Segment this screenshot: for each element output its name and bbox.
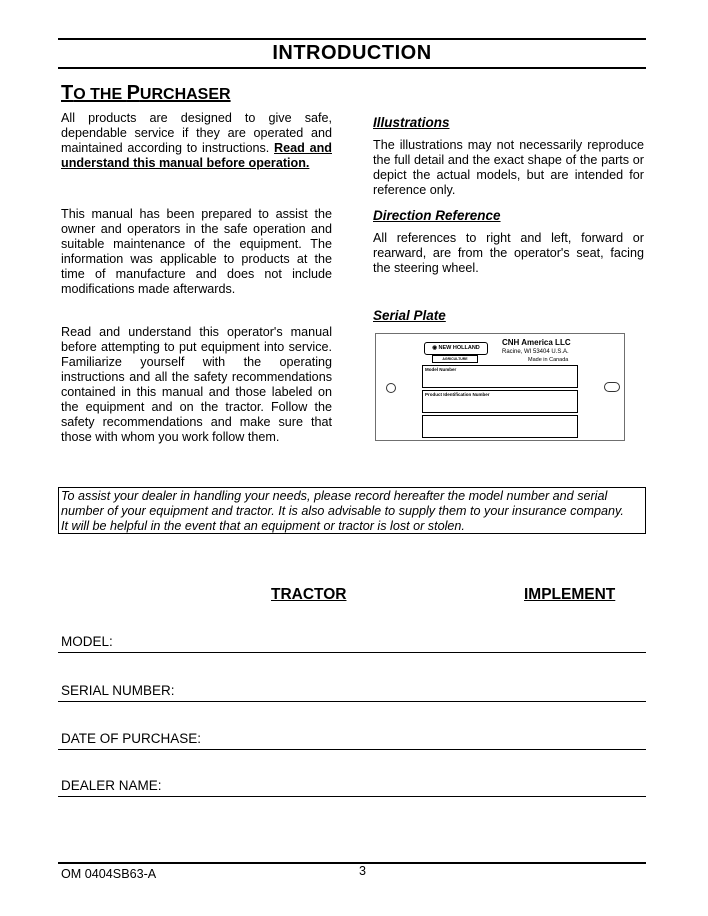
form-line-serial[interactable] bbox=[58, 701, 646, 702]
direction-heading: Direction Reference bbox=[373, 208, 501, 223]
notice-box bbox=[58, 487, 646, 534]
illustrations-text: The illustrations may not necessarily reproduce the full detail and the exact shape of the parts or depict the actual models, but are intended for reference only. bbox=[373, 138, 644, 197]
plate-address: Racine, WI 53404 U.S.A. bbox=[502, 349, 569, 355]
plate-field-blank bbox=[422, 415, 578, 438]
section-heading-purchaser bbox=[61, 82, 231, 105]
paragraph-emphasis: Read and understand this manual before operation. bbox=[61, 141, 332, 170]
new-holland-logo: ◉ NEW HOLLAND bbox=[424, 342, 488, 355]
title-rule bbox=[58, 67, 646, 69]
page-number: 3 bbox=[359, 864, 367, 878]
notice-line: To assist your dealer in handling your needs, please record hereafter the model number and serial bbox=[61, 489, 608, 503]
plate-field-pin: Product Identification Number bbox=[422, 390, 578, 413]
serial-plate-heading: Serial Plate bbox=[373, 308, 446, 323]
purchaser-paragraph-2: This manual has been prepared to assist the owner and operators in the safe operation and suitable maintenance of the equipment. The information was applicable to products at the time of manufacture and does not include modifications made afterwards. bbox=[61, 207, 332, 296]
form-label-date: DATE OF PURCHASE: bbox=[61, 731, 202, 746]
plate-face bbox=[422, 336, 580, 438]
footer-rule bbox=[58, 862, 646, 864]
form-label-serial: SERIAL NUMBER: bbox=[61, 683, 175, 698]
form-line-dealer[interactable] bbox=[58, 796, 646, 797]
notice-line: number of your equipment and tractor. It is also advisable to supply them to your insurance company. bbox=[61, 504, 624, 518]
top-rule bbox=[58, 38, 646, 40]
mounting-hole-left-icon bbox=[386, 383, 396, 393]
form-label-dealer: DEALER NAME: bbox=[61, 778, 162, 793]
heading-part: URCHASER bbox=[139, 86, 231, 103]
illustrations-heading: Illustrations bbox=[373, 115, 450, 130]
page-title: INTRODUCTION bbox=[272, 42, 432, 64]
purchaser-paragraph-3: Read and understand this operator's manual before attempting to put equipment into service. Familiarize yourself with the operating instructions and all the safety recommendations contained in this manual and those labeled on the equipment and on the tractor. Follow the safety recommendations and make sure that those with whom you work follow them. bbox=[61, 325, 332, 444]
form-line-model[interactable] bbox=[58, 652, 646, 653]
form-line-date[interactable] bbox=[58, 749, 646, 750]
column-heading-tractor: TRACTOR bbox=[271, 586, 347, 603]
heading-part: T bbox=[61, 82, 74, 104]
purchaser-paragraph-1 bbox=[61, 111, 332, 171]
heading-part: P bbox=[126, 82, 140, 104]
document-code: OM 0404SB63-A bbox=[61, 867, 157, 881]
mounting-hole-right-icon bbox=[604, 382, 620, 392]
column-heading-implement: IMPLEMENT bbox=[524, 586, 616, 603]
plate-company: CNH America LLC bbox=[502, 338, 571, 347]
logo-subtitle: AGRICULTURE bbox=[432, 355, 478, 363]
serial-plate-illustration bbox=[375, 333, 625, 441]
form-label-model: MODEL: bbox=[61, 634, 113, 649]
paragraph-text: All products are designed to give safe, dependable service if they are operated and maintained according to instructions. bbox=[61, 111, 332, 155]
plate-field-model: Model Number bbox=[422, 365, 578, 388]
direction-text: All references to right and left, forward or rearward, are from the operator's seat, facing the steering wheel. bbox=[373, 231, 644, 275]
heading-part: O THE bbox=[73, 86, 127, 103]
notice-line: It will be helpful in the event that an equipment or tractor is lost or stolen. bbox=[61, 519, 465, 533]
plate-made-in: Made in Canada bbox=[528, 357, 569, 363]
